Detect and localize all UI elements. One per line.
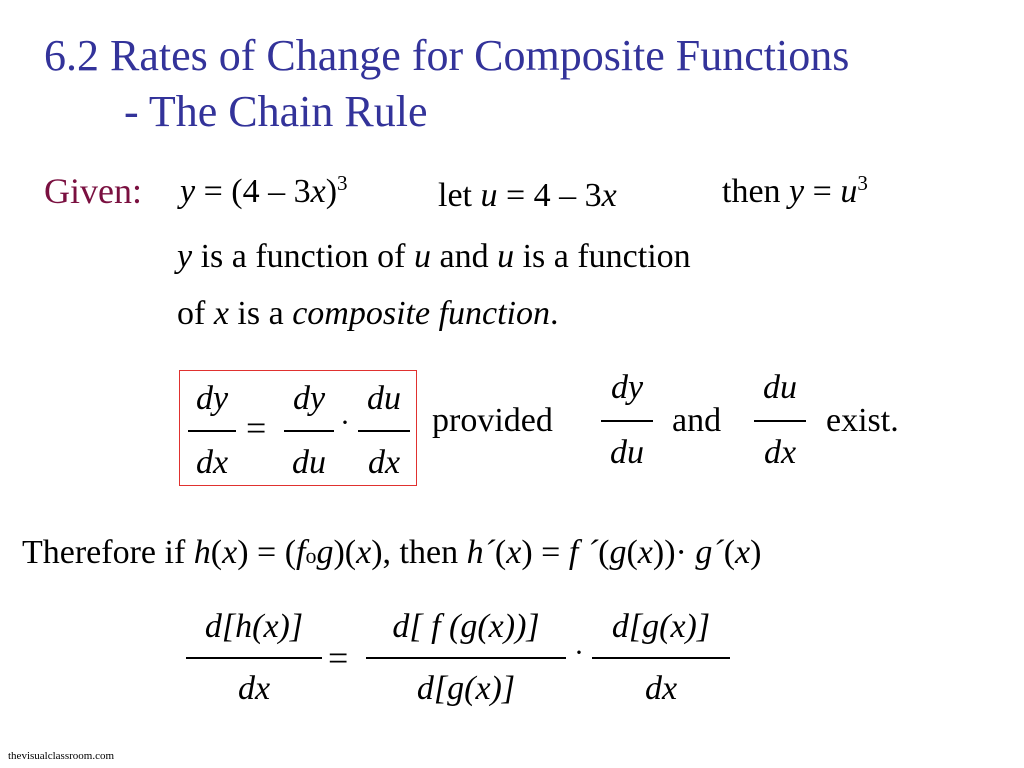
fraction-denominator: dx <box>644 670 678 707</box>
paren: ( <box>210 534 223 571</box>
then-word: then <box>722 173 790 210</box>
multiply-dot: · <box>340 406 350 439</box>
composite-function-term: composite function <box>292 295 550 332</box>
text: is a function of <box>192 238 414 275</box>
text: of <box>177 295 214 332</box>
var-y: y <box>789 173 805 210</box>
fraction-numerator: du <box>367 380 401 417</box>
slide-title <box>44 28 849 140</box>
fraction-numerator: du <box>763 369 797 406</box>
fraction-denominator: dx <box>763 434 797 471</box>
text: is a function <box>514 238 691 275</box>
fraction-bar <box>186 657 322 659</box>
paren: )) <box>652 534 676 571</box>
fraction-numerator: dy <box>195 380 229 417</box>
var-f: f <box>296 534 306 571</box>
var-x: x <box>310 173 326 210</box>
slide-title-line2: - The Chain Rule <box>124 87 428 136</box>
text: Therefore if <box>22 534 194 571</box>
var-u: u <box>497 238 515 275</box>
var-h-prime: h´ <box>466 534 495 571</box>
fraction-bar <box>358 430 410 432</box>
paren: ) <box>750 534 762 571</box>
paren: )( <box>333 534 357 571</box>
var-g: g <box>316 534 334 571</box>
text: ) = ( <box>237 534 297 571</box>
then-eq-part: = <box>804 173 841 210</box>
text: ), then <box>371 534 467 571</box>
paren: ( <box>494 534 507 571</box>
given-exponent: 3 <box>337 171 348 196</box>
var-x: x <box>356 534 372 571</box>
fraction-numerator: d[h(x)] <box>204 608 304 645</box>
var-x: x <box>222 534 238 571</box>
fraction-bar <box>284 430 334 432</box>
given-label: Given: <box>44 171 142 211</box>
var-u: u <box>840 173 858 210</box>
explanation-line1 <box>177 237 691 277</box>
fraction-numerator: dy <box>610 369 644 406</box>
text: ) = <box>521 534 569 571</box>
fraction-numerator: d[g(x)] <box>611 608 711 645</box>
then-exponent: 3 <box>857 171 868 196</box>
fraction-bar <box>188 430 236 432</box>
paren: ( <box>626 534 638 571</box>
var-y: y <box>177 238 193 275</box>
var-u: u <box>414 238 431 275</box>
fraction-denominator: dx <box>237 670 271 707</box>
then-equation <box>722 172 868 215</box>
footer-credit: thevisualclassroom.com <box>8 750 115 762</box>
var-y: y <box>180 173 196 210</box>
therefore-line <box>22 533 761 576</box>
var-x: x <box>506 534 522 571</box>
explanation-line2 <box>177 294 559 334</box>
let-substitution <box>438 176 617 216</box>
exist-text: exist. <box>826 402 899 439</box>
given-close-paren: ) <box>325 173 338 210</box>
multiply-dot: · <box>675 534 687 571</box>
given-equation <box>180 172 348 215</box>
slide-title-line1: 6.2 Rates of Change for Composite Functions <box>44 31 850 80</box>
fraction-denominator: d[g(x)] <box>416 670 516 707</box>
var-g: g <box>609 534 627 571</box>
period: . <box>550 295 559 332</box>
fraction-numerator: dy <box>292 380 326 417</box>
fraction-numerator: d[ f (g(x))] <box>392 608 540 645</box>
fraction-denominator: dx <box>195 444 229 481</box>
multiply-dot: · <box>574 636 584 669</box>
paren: ( <box>723 534 736 571</box>
var-x: x <box>213 295 229 332</box>
var-g-prime: g´ <box>686 534 724 571</box>
var-x: x <box>601 177 617 214</box>
and-text: and <box>672 402 722 439</box>
fraction-bar <box>366 657 566 659</box>
var-x: x <box>735 534 751 571</box>
var-f-prime: f ´ <box>568 534 599 571</box>
var-x: x <box>637 534 653 571</box>
fraction-bar <box>754 420 806 422</box>
var-h: h <box>193 534 211 571</box>
equals-sign: = <box>246 408 267 448</box>
fraction-denominator: du <box>610 434 644 471</box>
text: is a <box>228 295 293 332</box>
fraction-bar <box>592 657 730 659</box>
text: and <box>431 238 498 275</box>
fraction-denominator: dx <box>367 444 401 481</box>
paren: ( <box>598 534 610 571</box>
fraction-denominator: du <box>292 444 326 481</box>
provided-text: provided <box>432 402 553 439</box>
composition-symbol: o <box>305 543 317 568</box>
let-eq-part: = 4 – 3 <box>497 177 602 214</box>
fraction-bar <box>601 420 653 422</box>
let-word: let <box>438 177 481 214</box>
equals-sign: = <box>328 638 349 678</box>
var-u: u <box>480 177 498 214</box>
given-eq-part: = (4 – 3 <box>195 173 311 210</box>
